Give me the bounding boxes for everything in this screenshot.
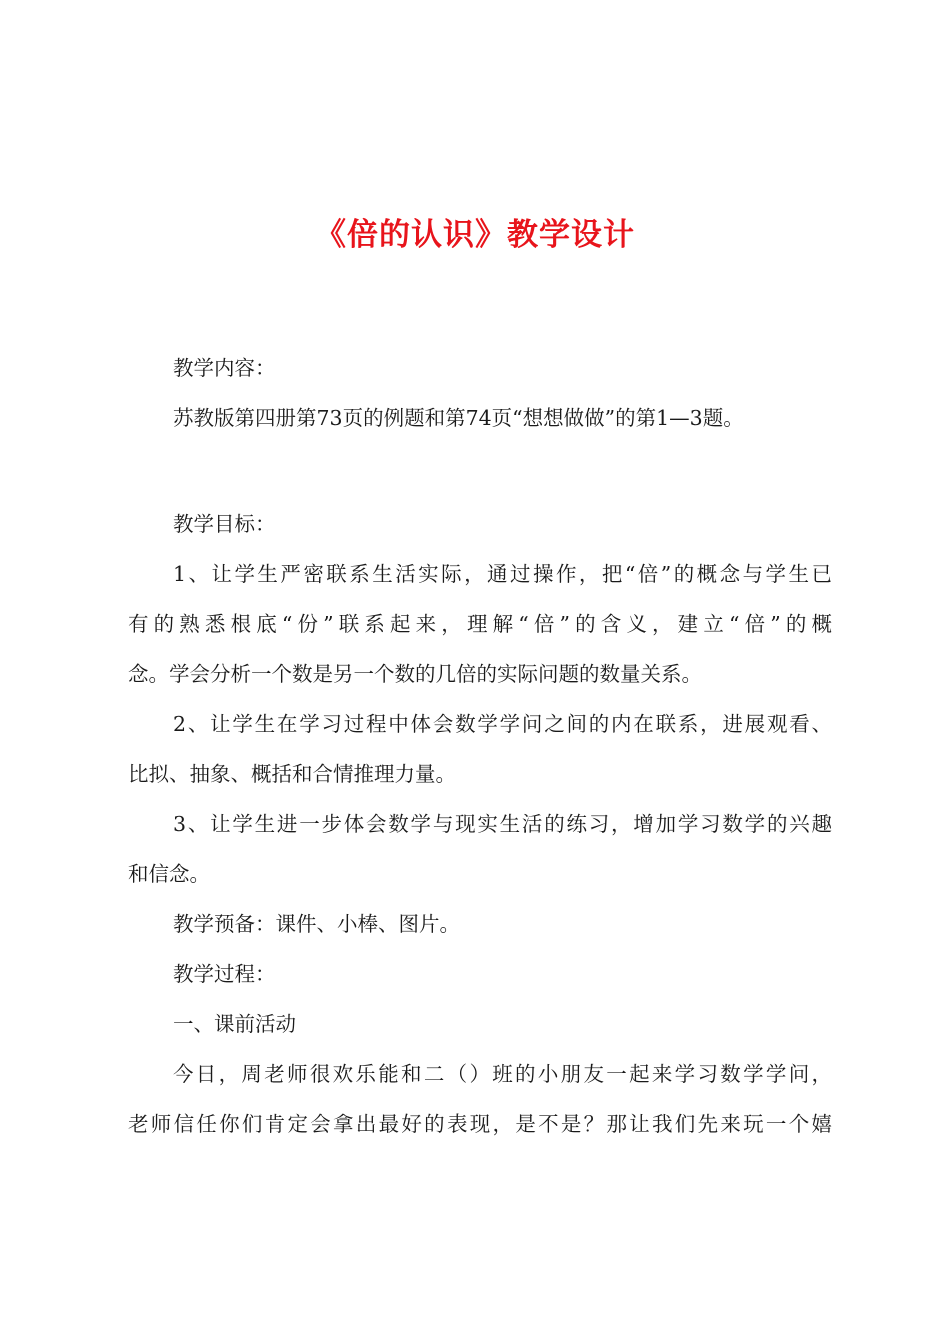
- paragraph-line: 比拟、抽象、概括和合情推理力量。: [128, 762, 456, 786]
- paragraph-line: 2、让学生在学习过程中体会数学学问之间的内在联系，进展观看、: [173, 712, 832, 736]
- paragraph-line: 有的熟悉根底“份”联系起来，理解“倍”的含义，建立“倍”的概: [128, 612, 832, 636]
- section-heading-content: 教学内容：: [173, 356, 276, 380]
- section-heading-objectives: 教学目标：: [173, 512, 276, 536]
- paragraph-line: 3、让学生进一步体会数学与现实生活的练习，增加学习数学的兴趣: [173, 812, 832, 836]
- subsection-heading: 一、课前活动: [173, 1012, 296, 1036]
- paragraph-line: 念。学会分析一个数是另一个数的几倍的实际问题的数量关系。: [128, 662, 702, 686]
- blank-gap: [128, 443, 832, 499]
- paragraph-line: 老师信任你们肯定会拿出最好的表现，是不是？那让我们先来玩一个嬉: [128, 1112, 832, 1136]
- paragraph-line: 1、让学生严密联系生活实际，通过操作，把“倍”的概念与学生已: [173, 562, 832, 586]
- section-heading-preparation: 教学预备：课件、小棒、图片。: [173, 912, 460, 936]
- paragraph-line: 苏教版第四册第73页的例题和第74页“想想做做”的第1—3题。: [173, 406, 744, 430]
- paragraph-line: 今日，周老师很欢乐能和二（）班的小朋友一起来学习数学学问，: [173, 1062, 832, 1086]
- paragraph-line: 和信念。: [128, 862, 210, 886]
- section-heading-process: 教学过程：: [173, 962, 276, 986]
- document-title: 《倍的认识》教学设计: [315, 217, 635, 253]
- document-body: [128, 343, 832, 1149]
